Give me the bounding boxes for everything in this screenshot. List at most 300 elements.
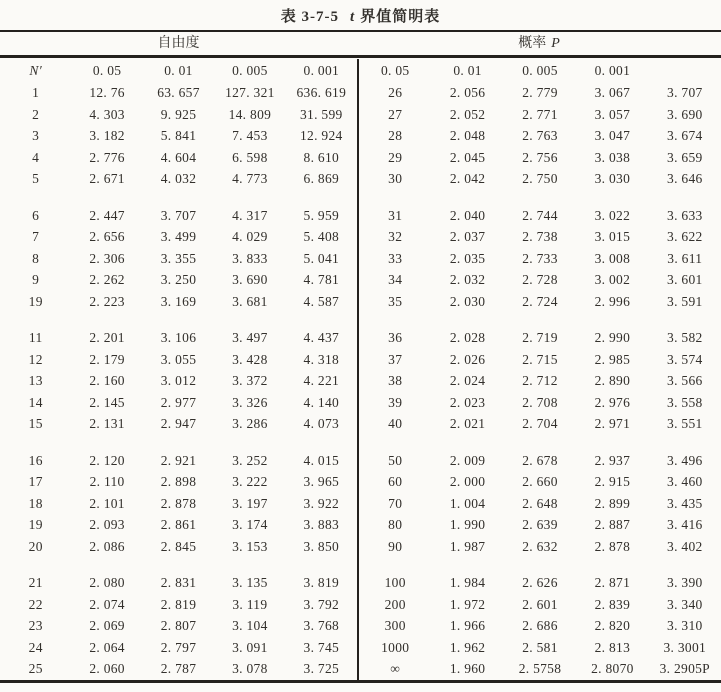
value-cell: 2. 715: [522, 351, 558, 367]
bottom-rule: [0, 680, 721, 683]
value-cell: 3. 819: [303, 575, 340, 591]
table-row: [359, 270, 721, 292]
value-cell: 3. 286: [232, 416, 268, 432]
value-cell: 2. 447: [89, 207, 125, 223]
value-cell: 2. 024: [449, 373, 486, 389]
value-cell: 2. 976: [594, 394, 631, 410]
value-cell: 4. 781: [303, 272, 340, 288]
value-cell: 2. 947: [160, 416, 197, 432]
value-cell: 3. 038: [594, 149, 631, 165]
value-cell: 2. 738: [522, 229, 558, 245]
value-cell: 14. 809: [228, 106, 272, 122]
table-row: [359, 205, 721, 227]
df-cell: 60: [388, 474, 403, 490]
value-cell: 3. 707: [160, 207, 197, 223]
column-header: 0. 005: [522, 62, 558, 78]
value-cell: 2. 839: [594, 596, 631, 612]
value-cell: 2. 890: [594, 373, 631, 389]
value-cell: 5. 959: [303, 207, 340, 223]
df-cell: 1: [32, 85, 40, 101]
df-cell: 20: [28, 538, 43, 554]
value-cell: 63. 657: [157, 85, 200, 101]
table-row: [0, 227, 357, 249]
header-rule: [0, 55, 721, 58]
table-body: [0, 59, 721, 680]
table-row: [359, 536, 721, 558]
table-row: [359, 472, 721, 494]
value-cell: 2. 035: [449, 250, 486, 266]
value-cell: 3. 015: [594, 229, 631, 245]
value-cell: 127. 321: [225, 85, 275, 101]
value-cell: 3. 390: [667, 575, 703, 591]
value-cell: 4. 015: [303, 452, 340, 468]
df-cell: 8: [32, 250, 40, 266]
value-cell: 2. 898: [160, 474, 197, 490]
value-cell: 1. 984: [449, 575, 486, 591]
value-cell: 2. 026: [449, 351, 486, 367]
value-cell: 2. 750: [522, 171, 558, 187]
value-cell: 3. 169: [160, 293, 197, 309]
table-row: [359, 414, 721, 436]
value-cell: 2. 861: [160, 517, 197, 533]
value-cell: 2. 744: [522, 207, 558, 223]
table-row: [0, 515, 357, 537]
df-cell: 29: [388, 149, 403, 165]
value-cell: 2. 671: [89, 171, 125, 187]
value-cell: 2. 771: [522, 106, 558, 122]
value-cell: 2. 878: [160, 495, 197, 511]
value-cell: 7. 453: [232, 128, 268, 144]
value-cell: 2. 639: [522, 517, 558, 533]
table-row: [359, 450, 721, 472]
df-cell: 11: [28, 330, 43, 346]
df-cell: 26: [388, 85, 403, 101]
value-cell: 2. 937: [594, 452, 631, 468]
value-cell: 3. 566: [667, 373, 703, 389]
right-table-half: [359, 59, 721, 680]
row-group: [359, 573, 721, 681]
df-cell: 70: [388, 495, 403, 511]
value-cell: 5. 841: [160, 128, 197, 144]
table-number: 表 3-7-5: [280, 9, 340, 25]
table-row: [359, 227, 721, 249]
value-cell: 3. 850: [303, 538, 340, 554]
value-cell: 3. 2905P: [659, 661, 710, 677]
table-row: [359, 169, 721, 191]
value-cell: 3. 965: [303, 474, 340, 490]
value-cell: 2. 101: [89, 495, 125, 511]
value-cell: 1. 972: [449, 596, 486, 612]
df-cell: 4: [32, 149, 40, 165]
value-cell: 3. 690: [667, 106, 703, 122]
df-cell: 9: [32, 272, 40, 288]
value-cell: 2. 656: [89, 229, 125, 245]
value-cell: 2. 779: [522, 85, 558, 101]
value-cell: 2. 131: [89, 416, 125, 432]
df-cell: 13: [28, 373, 43, 389]
table-row: [0, 493, 357, 515]
df-cell: 21: [28, 575, 43, 591]
value-cell: 2. 045: [449, 149, 486, 165]
value-cell: 2. 899: [594, 495, 631, 511]
table-row: [0, 126, 357, 148]
df-cell: 38: [388, 373, 403, 389]
value-cell: 8. 610: [303, 149, 340, 165]
value-cell: 2. 223: [89, 293, 125, 309]
column-header: 0. 001: [594, 62, 631, 78]
value-cell: 2. 712: [522, 373, 558, 389]
df-cell: 50: [388, 452, 403, 468]
value-cell: 4. 773: [232, 171, 268, 187]
value-cell: 2. 048: [449, 128, 486, 144]
value-cell: 3. 591: [667, 293, 703, 309]
value-cell: 3. 119: [232, 596, 268, 612]
df-cell: 3: [32, 128, 40, 144]
table-row: [359, 248, 721, 270]
row-group: [0, 328, 357, 436]
value-cell: 3. 030: [594, 171, 631, 187]
value-cell: 6. 598: [232, 149, 268, 165]
df-cell: 39: [388, 394, 403, 410]
df-cell: 37: [388, 351, 403, 367]
df-cell: ∞: [390, 661, 401, 677]
value-cell: 3. 558: [667, 394, 703, 410]
value-cell: 2. 819: [160, 596, 197, 612]
row-group: [0, 450, 357, 558]
value-cell: 3. 435: [667, 495, 703, 511]
left-column-header-row: [0, 59, 357, 83]
df-cell: 2: [32, 106, 40, 122]
value-cell: 3. 182: [89, 128, 125, 144]
degrees-of-freedom-header: 自由度: [157, 36, 200, 51]
value-cell: 3. 496: [667, 452, 703, 468]
value-cell: 3. 833: [232, 250, 268, 266]
df-cell: 200: [384, 596, 406, 612]
table-row: [359, 291, 721, 313]
table-row: [0, 291, 357, 313]
value-cell: 3. 582: [667, 330, 703, 346]
value-cell: 2. 069: [89, 618, 125, 634]
value-cell: 2. 776: [89, 149, 125, 165]
df-cell: 80: [388, 517, 403, 533]
value-cell: 2. 678: [522, 452, 558, 468]
table-row: [0, 205, 357, 227]
df-cell: 16: [28, 452, 43, 468]
value-cell: 3. 633: [667, 207, 703, 223]
value-cell: 3. 372: [232, 373, 268, 389]
value-cell: 12. 76: [89, 85, 125, 101]
table-row: [359, 349, 721, 371]
table-row: [0, 328, 357, 350]
value-cell: 3. 551: [667, 416, 703, 432]
table-row: [359, 147, 721, 169]
value-cell: 1. 987: [449, 538, 486, 554]
value-cell: 3. 416: [667, 517, 703, 533]
table-row: [359, 616, 721, 638]
value-cell: 2. 145: [89, 394, 125, 410]
value-cell: 2. 626: [522, 575, 558, 591]
row-group: [0, 573, 357, 681]
value-cell: 2. 032: [449, 272, 486, 288]
value-cell: 1. 990: [449, 517, 486, 533]
table-row: [0, 414, 357, 436]
value-cell: 2. 971: [594, 416, 631, 432]
table-row: [359, 637, 721, 659]
value-cell: 2. 632: [522, 538, 558, 554]
value-cell: 3. 883: [303, 517, 340, 533]
value-cell: 2. 921: [160, 452, 197, 468]
p-symbol: P: [551, 36, 560, 51]
value-cell: 2. 648: [522, 495, 558, 511]
table-row: [0, 573, 357, 595]
value-cell: 2. 120: [89, 452, 125, 468]
value-cell: 2. 056: [449, 85, 486, 101]
right-column-header-row: [359, 59, 721, 83]
row-group: [359, 205, 721, 313]
value-cell: 636. 619: [296, 85, 347, 101]
value-cell: 3. 725: [303, 661, 340, 677]
section-header-band: [0, 32, 721, 54]
value-cell: 3. 499: [160, 229, 197, 245]
value-cell: 2. 086: [89, 538, 125, 554]
value-cell: 3. 326: [232, 394, 268, 410]
value-cell: 3. 057: [594, 106, 631, 122]
value-cell: 3. 252: [232, 452, 268, 468]
df-cell: 12: [28, 351, 43, 367]
table-row: [359, 659, 721, 681]
df-cell: 19: [28, 517, 43, 533]
value-cell: 2. 807: [160, 618, 197, 634]
df-cell: 40: [388, 416, 403, 432]
value-cell: 2. 733: [522, 250, 558, 266]
value-cell: 3. 768: [303, 618, 340, 634]
value-cell: 3. 340: [667, 596, 703, 612]
value-cell: 2. 037: [449, 229, 486, 245]
value-cell: 2. 064: [89, 639, 125, 655]
value-cell: 5. 041: [303, 250, 340, 266]
column-header: 0. 05: [380, 62, 410, 78]
value-cell: 2. 080: [89, 575, 125, 591]
table-row: [0, 450, 357, 472]
value-cell: 2. 708: [522, 394, 558, 410]
table-row: [0, 169, 357, 191]
df-cell: 36: [388, 330, 403, 346]
table-row: [0, 659, 357, 681]
table-row: [359, 594, 721, 616]
column-header: N′: [29, 62, 42, 78]
table-row: [0, 83, 357, 105]
value-cell: 2. 581: [522, 639, 558, 655]
df-cell: 100: [384, 575, 406, 591]
value-cell: 3. 428: [232, 351, 268, 367]
value-cell: 6. 869: [303, 171, 340, 187]
value-cell: 2. 719: [522, 330, 558, 346]
value-cell: 2. 052: [449, 106, 486, 122]
value-cell: 2. 831: [160, 575, 197, 591]
t-symbol: t: [350, 9, 356, 25]
title-text: 界值简明表: [360, 9, 441, 25]
value-cell: 3. 355: [160, 250, 197, 266]
value-cell: 2. 797: [160, 639, 197, 655]
value-cell: 2. 000: [449, 474, 486, 490]
value-cell: 1. 962: [449, 639, 486, 655]
value-cell: 4. 604: [160, 149, 197, 165]
value-cell: 1. 960: [449, 661, 486, 677]
value-cell: 3. 922: [303, 495, 340, 511]
table-row: [0, 147, 357, 169]
row-group: [0, 205, 357, 313]
value-cell: 3. 106: [160, 330, 197, 346]
df-cell: 24: [28, 639, 43, 655]
value-cell: 3. 674: [667, 128, 703, 144]
df-cell: 15: [28, 416, 43, 432]
value-cell: 3. 3001: [663, 639, 707, 655]
value-cell: 2. 915: [594, 474, 631, 490]
value-cell: 2. 028: [449, 330, 486, 346]
df-cell: 25: [28, 661, 43, 677]
value-cell: 12. 924: [299, 128, 343, 144]
value-cell: 3. 135: [232, 575, 268, 591]
value-cell: 2. 996: [594, 293, 631, 309]
value-cell: 2. 990: [594, 330, 631, 346]
value-cell: 2. 262: [89, 272, 125, 288]
df-cell: 18: [28, 495, 43, 511]
value-cell: 3. 091: [232, 639, 268, 655]
table-row: [0, 616, 357, 638]
value-cell: 2. 845: [160, 538, 197, 554]
df-cell: 300: [384, 618, 406, 634]
value-cell: 1. 004: [449, 495, 486, 511]
value-cell: 4. 140: [303, 394, 340, 410]
value-cell: 31. 599: [299, 106, 343, 122]
value-cell: 3. 574: [667, 351, 703, 367]
table-row: [0, 536, 357, 558]
value-cell: 2. 5758: [518, 661, 562, 677]
df-cell: 17: [28, 474, 43, 490]
value-cell: 2. 179: [89, 351, 125, 367]
value-cell: 2. 787: [160, 661, 197, 677]
value-cell: 2. 756: [522, 149, 558, 165]
value-cell: 2. 110: [89, 474, 125, 490]
value-cell: 2. 728: [522, 272, 558, 288]
page-title: [0, 5, 721, 26]
value-cell: 3. 622: [667, 229, 703, 245]
df-cell: 1000: [381, 639, 410, 655]
table-row: [359, 328, 721, 350]
df-cell: 19: [28, 293, 43, 309]
value-cell: 3. 250: [160, 272, 197, 288]
df-cell: 27: [388, 106, 403, 122]
value-cell: 3. 792: [303, 596, 340, 612]
df-cell: 90: [388, 538, 403, 554]
value-cell: 2. 093: [89, 517, 125, 533]
df-cell: 6: [32, 207, 40, 223]
value-cell: 2. 820: [594, 618, 631, 634]
value-cell: 2. 704: [522, 416, 558, 432]
value-cell: 2. 871: [594, 575, 631, 591]
probability-header: [357, 32, 721, 54]
value-cell: 2. 040: [449, 207, 486, 223]
value-cell: 3. 002: [594, 272, 631, 288]
value-cell: 2. 878: [594, 538, 631, 554]
df-cell: 7: [32, 229, 40, 245]
column-header: 0. 05: [92, 62, 122, 78]
value-cell: 2. 160: [89, 373, 125, 389]
value-cell: 2. 306: [89, 250, 125, 266]
value-cell: 3. 611: [667, 250, 703, 266]
column-header: 0. 01: [453, 62, 482, 78]
value-cell: 4. 303: [89, 106, 125, 122]
value-cell: 2. 887: [594, 517, 631, 533]
df-cell: 5: [32, 171, 40, 187]
table-row: [359, 493, 721, 515]
row-group: [0, 83, 357, 191]
value-cell: 3. 067: [594, 85, 631, 101]
value-cell: 3. 174: [232, 517, 268, 533]
row-group: [359, 328, 721, 436]
value-cell: 4. 587: [303, 293, 340, 309]
df-cell: 34: [388, 272, 403, 288]
df-cell: 30: [388, 171, 403, 187]
row-group: [359, 450, 721, 558]
column-header: 0. 005: [232, 62, 268, 78]
df-cell: 28: [388, 128, 403, 144]
value-cell: 2. 009: [449, 452, 486, 468]
value-cell: 2. 8070: [591, 661, 634, 677]
df-cell: 33: [388, 250, 403, 266]
value-cell: 2. 686: [522, 618, 558, 634]
value-cell: 2. 042: [449, 171, 486, 187]
df-cell: 31: [388, 207, 403, 223]
value-cell: 3. 008: [594, 250, 631, 266]
value-cell: 3. 310: [667, 618, 703, 634]
row-group: [359, 83, 721, 191]
value-cell: 2. 763: [522, 128, 558, 144]
value-cell: 2. 060: [89, 661, 125, 677]
table-row: [359, 573, 721, 595]
probability-label: 概率: [518, 36, 547, 51]
table-row: [0, 594, 357, 616]
value-cell: 2. 023: [449, 394, 486, 410]
table-row: [0, 637, 357, 659]
value-cell: 9. 925: [160, 106, 197, 122]
value-cell: 3. 197: [232, 495, 268, 511]
table-row: [359, 126, 721, 148]
df-cell: 32: [388, 229, 403, 245]
value-cell: 4. 317: [232, 207, 268, 223]
table-row: [0, 248, 357, 270]
value-cell: 2. 724: [522, 293, 558, 309]
value-cell: 3. 681: [232, 293, 268, 309]
value-cell: 3. 497: [232, 330, 268, 346]
df-cell: 22: [28, 596, 43, 612]
value-cell: 4. 032: [160, 171, 197, 187]
table-row: [0, 371, 357, 393]
value-cell: 3. 646: [667, 171, 703, 187]
value-cell: 3. 460: [667, 474, 703, 490]
value-cell: 3. 104: [232, 618, 268, 634]
value-cell: 2. 601: [522, 596, 558, 612]
value-cell: 2. 977: [160, 394, 197, 410]
value-cell: 3. 012: [160, 373, 197, 389]
table-row: [0, 349, 357, 371]
df-cell: 14: [28, 394, 43, 410]
value-cell: 3. 055: [160, 351, 197, 367]
table-row: [359, 371, 721, 393]
value-cell: 2. 813: [594, 639, 631, 655]
table-row: [0, 392, 357, 414]
value-cell: 3. 022: [594, 207, 631, 223]
